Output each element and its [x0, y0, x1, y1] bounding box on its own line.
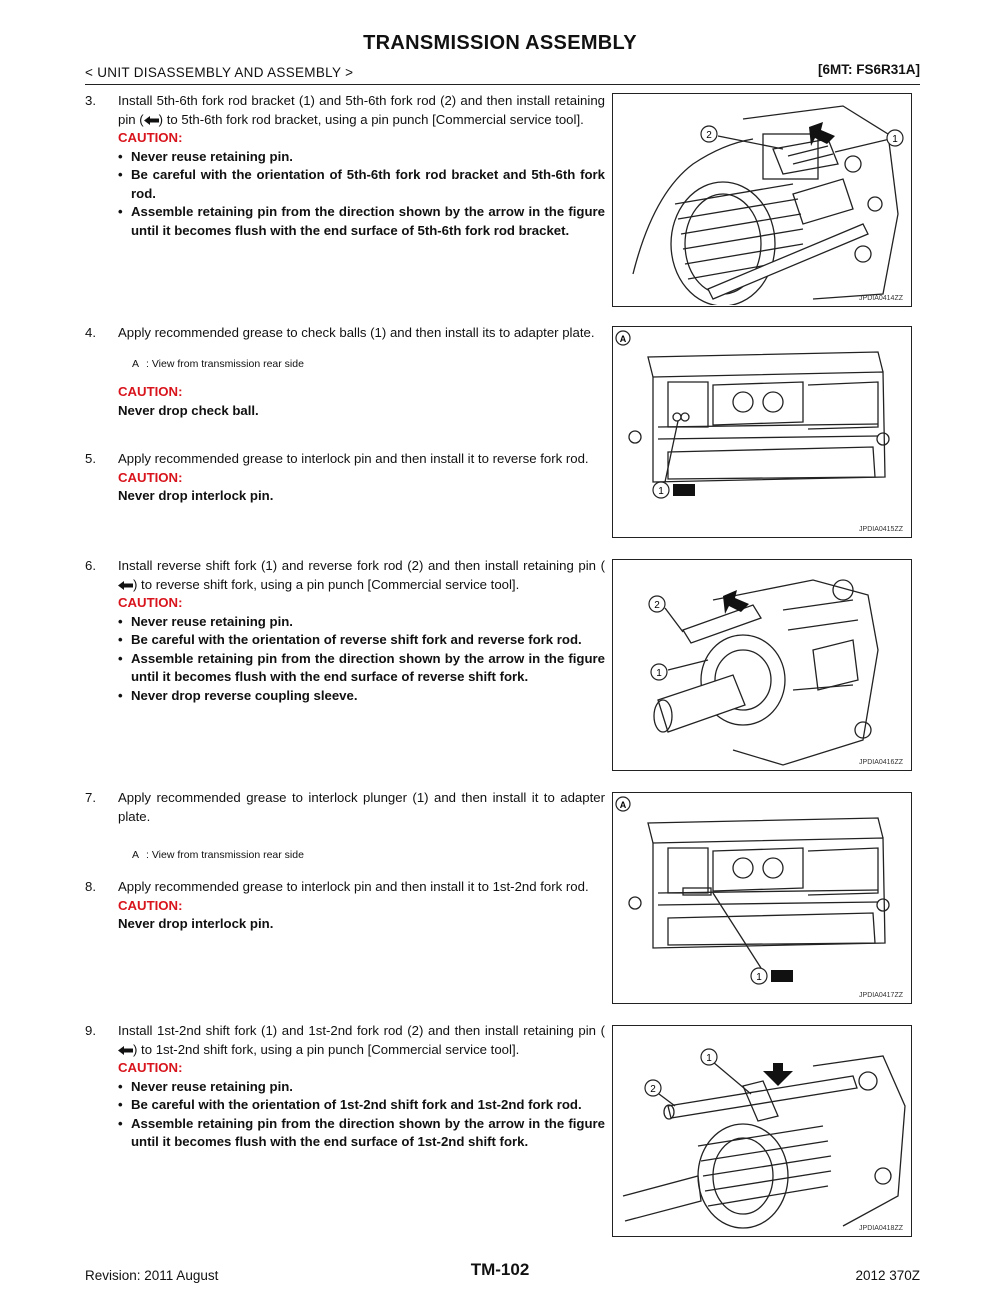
insertion-arrow-icon	[763, 1063, 793, 1086]
callout-1	[653, 482, 669, 498]
figure-id: JPDIA0418ZZ	[859, 1225, 903, 1232]
caution-note: Never drop check ball.	[118, 402, 259, 418]
left-arrow-icon	[118, 581, 133, 590]
view-label-a	[616, 331, 630, 345]
figure-check-balls	[612, 326, 912, 538]
step-number: 8.	[85, 879, 96, 894]
caution-note: Never drop interlock pin.	[118, 488, 274, 503]
caution-item: • Be careful with the orientation of 1st-2nd shift fork and 1st-2nd fork rod.	[118, 1096, 605, 1115]
svg-text:1: 1	[756, 972, 762, 983]
figure-id: JPDIA0414ZZ	[859, 295, 903, 302]
caution-list	[85, 613, 605, 706]
figure-id: JPDIA0417ZZ	[859, 992, 903, 999]
step-number: 9.	[85, 1023, 96, 1038]
shift-fork-illustration	[613, 1026, 910, 1235]
step-text: Apply recommended grease to interlock plunger (1) and then install it to adapter plate.	[118, 790, 605, 824]
model-code: [6MT: FS6R31A]	[817, 62, 920, 77]
step-7	[85, 789, 605, 875]
step-number: 7.	[85, 790, 96, 805]
svg-text:2: 2	[650, 1084, 656, 1095]
step-text: Install 1st-2nd shift fork (1) and 1st-2nd fork rod (2) and then install retaining pin () to 1st-2nd shift fork, using a pin punch [Commercial service tool].	[118, 1023, 605, 1057]
caution-note: Never drop interlock pin.	[118, 916, 274, 931]
svg-text:1: 1	[658, 486, 664, 497]
page-title: TRANSMISSION ASSEMBLY	[363, 32, 637, 54]
caution-label: CAUTION:	[118, 469, 183, 485]
left-arrow-icon	[144, 116, 159, 125]
view-label-a	[616, 797, 630, 811]
caution-item: • Never reuse retaining pin.	[118, 148, 605, 167]
left-arrow-icon	[118, 1046, 133, 1055]
svg-text:1: 1	[892, 134, 898, 145]
caution-item: • Be careful with the orientation of 5th-6th fork rod bracket and 5th-6th fork rod.	[118, 166, 605, 203]
svg-text:2: 2	[706, 130, 712, 141]
page-number: TM-102	[470, 1260, 530, 1279]
callout-1	[887, 130, 903, 146]
caution-label: CAUTION:	[118, 897, 183, 913]
step-text: Install 5th-6th fork rod bracket (1) and 5th-6th fork rod (2) and then install retaining pin ( ) to 5th-6th fork rod bracket, using a pin punch [Commercial service tool].	[118, 93, 605, 127]
figure-id: JPDIA0416ZZ	[859, 759, 903, 766]
caution-item: • Assemble retaining pin from the direction shown by the arrow in the figure until it becomes flush with the end surface of reverse shift fork.	[118, 650, 605, 687]
adapter-plate-illustration	[613, 793, 910, 1002]
step-number: 6.	[85, 558, 96, 573]
caution-label: CAUTION:	[118, 1060, 183, 1075]
svg-text:A: A	[619, 334, 627, 344]
callout-2	[701, 126, 717, 142]
step-text: Apply recommended grease to check balls (1) and then install its to adapter plate.	[118, 325, 595, 340]
svg-text:1: 1	[706, 1053, 712, 1064]
step-5	[85, 450, 605, 506]
figure-1st-2nd-shift-fork	[612, 1025, 912, 1237]
caution-label: CAUTION:	[118, 595, 183, 610]
step-9	[85, 1022, 605, 1152]
grease-symbol-icon	[673, 484, 695, 496]
caution-item: • Be careful with the orientation of reverse shift fork and reverse fork rod.	[118, 631, 605, 650]
callout-1	[751, 968, 767, 984]
step-number: 3.	[85, 93, 96, 108]
callout-2	[649, 596, 665, 612]
step-3	[85, 92, 605, 240]
step-4	[85, 324, 605, 420]
caution-label: CAUTION:	[118, 130, 183, 145]
step-text: Apply recommended grease to interlock pin and then install it to reverse fork rod.	[118, 451, 589, 466]
caution-label: CAUTION:	[118, 384, 183, 399]
caution-list	[85, 148, 605, 241]
caution-item: • Never reuse retaining pin.	[118, 613, 605, 632]
callout-1	[701, 1049, 717, 1065]
step-6	[85, 557, 605, 705]
step-number: 5.	[85, 451, 96, 466]
callout-2	[645, 1080, 661, 1096]
transmission-illustration	[613, 94, 910, 305]
step-text: Apply recommended grease to interlock pin and then install it to 1st-2nd fork rod.	[118, 879, 589, 894]
header-divider	[85, 84, 920, 85]
figure-interlock-plunger	[612, 792, 912, 1004]
figure-reverse-shift-fork	[612, 559, 912, 771]
caution-item: • Never reuse retaining pin.	[118, 1078, 605, 1097]
revision-date: Revision: 2011 August	[85, 1268, 219, 1283]
step-8	[85, 878, 605, 934]
figure-5th-6th-fork-rod	[612, 93, 912, 307]
caution-list	[85, 1078, 605, 1152]
grease-symbol-icon	[771, 970, 793, 982]
figure-legend: A : View from transmission rear side	[132, 849, 304, 861]
figure-id: JPDIA0415ZZ	[859, 526, 903, 533]
svg-text:1: 1	[656, 668, 662, 679]
svg-text:2: 2	[654, 600, 660, 611]
step-number: 4.	[85, 325, 96, 340]
reverse-fork-illustration	[613, 560, 910, 769]
section-label: < UNIT DISASSEMBLY AND ASSEMBLY >	[85, 65, 354, 80]
figure-legend: A : View from transmission rear side	[132, 357, 304, 370]
svg-text:A: A	[619, 800, 627, 810]
model-year: 2012 370Z	[855, 1268, 920, 1283]
step-text: Install reverse shift fork (1) and reverse fork rod (2) and then install retaining pin () to reverse shift fork, using a pin punch [Commercial service tool].	[118, 558, 605, 592]
adapter-plate-illustration	[613, 327, 910, 536]
caution-item: • Assemble retaining pin from the direction shown by the arrow in the figure until it becomes flush with the end surface of 1st-2nd shift fork.	[118, 1115, 605, 1152]
caution-item: • Never drop reverse coupling sleeve.	[118, 687, 605, 706]
caution-item: • Assemble retaining pin from the direction shown by the arrow in the figure until it becomes flush with the end surface of 5th-6th fork rod bracket.	[118, 203, 605, 240]
callout-1	[651, 664, 667, 680]
